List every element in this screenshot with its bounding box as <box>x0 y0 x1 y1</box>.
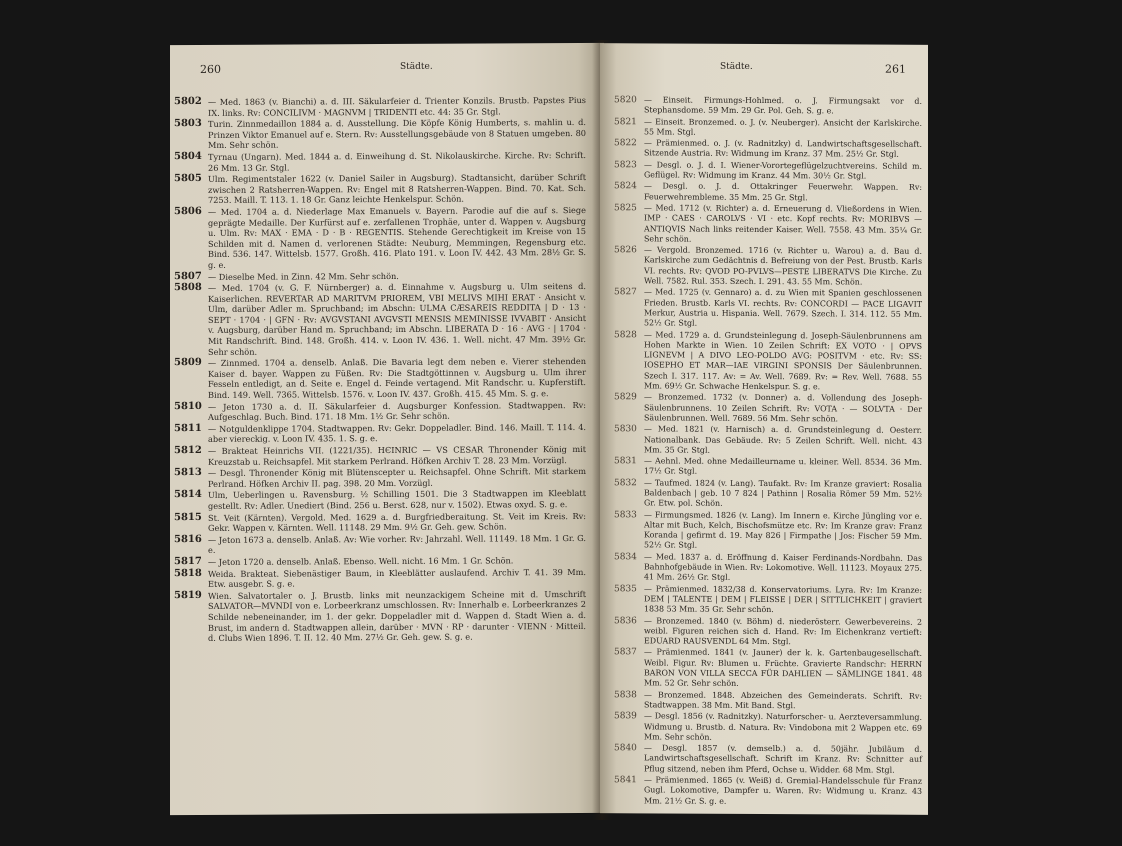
entry-text: — Med. 1821 (v. Harnisch) a. d. Grundsteinlegung d. Oesterr. Nationalbank. Das Gebäude. Rv: 5 Zeilen Schrift. Well. nicht. 43 Mm. 35 Gr. Stgl. <box>644 424 922 455</box>
lot-number: 5808 <box>174 282 202 294</box>
catalog-entry <box>174 269 586 282</box>
lot-number: 5803 <box>174 118 202 130</box>
lot-number: 5804 <box>174 150 202 163</box>
catalog-entry <box>614 182 922 204</box>
catalog-entry <box>614 743 922 776</box>
entry-text: — Med. 1837 a. d. Eröffnung d. Kaiser Ferdinands-Nordbahn. Das Bahnhofgebäude in Wien. Rv: Lokomotive. Well. 11123. Moyaux 275. 41 Mm. 26½ Gr. Stgl. <box>644 552 922 583</box>
catalog-entry <box>174 117 586 151</box>
catalog-entry <box>614 117 922 139</box>
lot-number: 5805 <box>174 173 202 185</box>
entry-text: Wien. Salvatortaler o. J. Brustb. links mit neunzackigem Scheine mit d. Umschrift SALVATOR—MVNDI von e. Lorbeerkranz umschlossen. Rv: Innerhalb e. Lorbeerkranzes 2 Schilde nebeneinander, im 1. der gekr. Doppeladler mit d. Wappen d. Stadt Wien a. d. Brust, im andern d. Stadtwappen allein, darüber · MVN · RP · darunter · VIENN · Mitteil. d. Clubs Wien 1896. T. II. 12. 40 Mm. 27½ Gr. Geh. gew. S. g. e. <box>208 588 586 644</box>
lot-number: 5836 <box>614 615 637 626</box>
entry-text: — Med. 1729 a. d. Grundsteinlegung d. Joseph-Säulenbrunnens am Hohen Markte in Wien. 10 Zeilen Schrift: EX VOTO · | OPVS LIGNEVM | A DIVO LEO-POLDO AVG: POSITVM · etc. Rv: SS: IOSEPHO ET MAR—IAE VIRGINI SPONSIS Der Säulenbrunnen. Szech I. 317. 117. Av: = Av. Well. 7689. Rv: = Rev. Well. 7688. 55 Mm. 69½ Gr. Schwache Henkelspur. S. g. e. <box>644 329 922 392</box>
entry-text: — Desgl. 1856 (v. Radnitzky). Naturforscher- u. Aerzteversammlung. Widmung u. Brustb. d. Natura. Rv: Vindobona mit 2 Wappen etc. 69 Mm. Sehr schön. <box>644 711 922 742</box>
catalog-entry <box>614 288 922 331</box>
catalog-entries <box>614 95 922 809</box>
catalog-entry <box>614 478 922 511</box>
catalog-entry <box>614 552 922 585</box>
lot-number: 5810 <box>174 400 202 412</box>
entry-text: — Desgl. o. J. d. I. Wiener-Vorortegeflügelzuchtvereins. Schild m. Geflügel. Rv: Widmung im Kranz. 44 Mm. 30½ Gr. Stgl. <box>644 160 922 181</box>
lot-number: 5806 <box>174 205 202 218</box>
catalog-entry <box>174 356 586 401</box>
lot-number: 5818 <box>174 567 202 579</box>
catalog-entry <box>174 95 586 118</box>
entry-text: — Prämienmed. 1841 (v. Jauner) der k. k. Gartenbaugesellschaft. Weibl. Figur. Rv: Blumen u. Früchte. Gravierte Randschr: HERRN BARON VON VILLA SECCA FÜR DAHLIEN — SÄMLINGE 1841. 48 Mm. 52 Gr. Sehr schön. <box>644 647 922 689</box>
catalog-entry <box>614 330 922 393</box>
catalog-entry <box>614 424 922 457</box>
entry-text: — Med. 1704 a. d. Niederlage Max Emanuels v. Bayern. Parodie auf die auf s. Siege geprägte Medaille. Der Kurfürst auf e. zerfallenen Trophäe, unter d. Wappen v. Augsburg u. Ulm. Rv: MAX · EMA · D · B · REGENTIS. Stehende Gerechtigkeit im Kreise von 15 Schilden mit d. Namen d. verlorenen Städte: Neuburg, Memmingen, Regensburg etc. Bind. 536. 147. Wittelsb. 1577. Großh. 416. Plato 191. v. Loon IV. 442. 43 Mm. 28½ Gr. S. g. e. <box>208 204 586 270</box>
page-number: 261 <box>885 62 906 76</box>
catalog-entry <box>174 172 586 206</box>
catalog-entry <box>614 584 922 617</box>
catalog-entry <box>174 511 586 534</box>
entry-text: — Bronzemed. 1732 (v. Donner) a. d. Vollendung des Joseph-Säulenbrunnens. 10 Zeilen Schrift. Rv: VOTA · — SOLVTA · Der Säulenbrunnen. Well. 7689. 56 Mm. Sehr schön. <box>644 392 922 424</box>
right-page <box>600 43 928 815</box>
catalog-entry <box>614 648 922 691</box>
left-page <box>170 43 604 815</box>
lot-number: 5802 <box>174 95 202 108</box>
lot-number: 5820 <box>614 95 637 106</box>
entry-text: — Prämienmed. 1865 (v. Weiß) d. Gremial-Handelsschule für Franz Gugl. Lokomotive, Dampfer u. Waren. Rv: Widmung u. Kranz. 43 Mm. 21½ Gr. S. g. e. <box>644 775 922 806</box>
entry-text: — Jeton 1720 a. denselb. Anlaß. Ebenso. Well. nicht. 16 Mm. 1 Gr. Schön. <box>208 555 514 567</box>
lot-number: 5813 <box>174 467 202 479</box>
lot-number: 5807 <box>174 270 202 282</box>
catalog-entry <box>174 555 586 568</box>
lot-number: 5828 <box>614 329 637 340</box>
catalog-entry <box>614 456 922 478</box>
entry-text: — Aehnl. Med. ohne Medailleurname u. kleiner. Well. 8534. 36 Mm. 17½ Gr. Stgl. <box>644 456 922 477</box>
entry-text: — Prämienmed. o. J. (v. Radnitzky) d. Landwirtschaftsgesellschaft. Sitzende Austria. Rv: Widmung im Kranz. 37 Mm. 25½ Gr. Stgl. <box>644 138 922 160</box>
lot-number: 5839 <box>614 711 637 722</box>
lot-number: 5831 <box>614 456 637 467</box>
catalog-entry <box>614 245 922 288</box>
lot-number: 5816 <box>174 533 202 545</box>
catalog-entry <box>614 510 922 553</box>
catalog-entry <box>614 160 922 182</box>
entry-text: St. Veit (Kärnten). Vergold. Med. 1629 a. d. Burgfriedberaitung. St. Veit im Kreis. Rv: Gekr. Wappen v. Kärnten. Well. 11148. 29 Mm. 9½ Gr. Geh. gew. Schön. <box>208 510 586 534</box>
catalog-entry <box>614 690 922 712</box>
running-title: Städte. <box>720 61 753 72</box>
entry-text: — Med. 1712 (v. Richter) a. d. Erneuerung d. Vließordens in Wien. IMP · CAES · CAROLVS · VI · etc. Kopf rechts. Rv: MORIBVS — ANTIQVIS Nach links reitender Kaiser. Well. 7558. 43 Mm. 35¼ Gr. Sehr schön. <box>644 203 922 244</box>
catalog-entry <box>174 466 586 489</box>
catalog-entry <box>614 203 922 246</box>
catalog-entry <box>174 589 586 644</box>
lot-number: 5819 <box>174 589 202 601</box>
catalog-entry <box>174 281 586 357</box>
entry-text: — Zinnmed. 1704 a. denselb. Anlaß. Die Bavaria legt dem neben e. Vierer stehenden Kaiser d. bayer. Wappen zu Füßen. Rv: Die Stadtgöttinnen v. Augsburg u. Ulm ihrer Fesseln entledigt, an d. Seite e. Engel d. Feinde vertagend. Mit Randschr. u. Kupferstift. Bind. 149. Well. 7365. Wittelsb. 1576. v. Loon IV. 437. Großh. 415. 45 Mm. S. g. e. <box>208 356 586 400</box>
lot-number: 5830 <box>614 424 637 435</box>
catalog-entry <box>614 711 922 744</box>
lot-number: 5823 <box>614 159 637 171</box>
entry-text: — Einseit. Firmungs-Hohlmed. o. J. Firmungsakt vor d. Stephansdome. 59 Mm. 29 Gr. Pol. Geh. S. g. e. <box>644 95 922 116</box>
entry-text: — Bronzemed. 1840 (v. Böhm) d. niederösterr. Gewerbevereins. 2 weibl. Figuren reichen sich d. Hand. Rv: Im Eichenkranz vertieft: EDUARD RAUSVENDL 64 Mm. Stgl. <box>644 615 922 647</box>
catalog-entry <box>174 150 586 173</box>
catalog-entry <box>174 422 586 445</box>
entry-text: Tyrnau (Ungarn). Med. 1844 a. d. Einweihung d. St. Nikolauskirche. Kirche. Rv: Schrift. 26 Mm. 13 Gr. Stgl. <box>208 149 586 173</box>
lot-number: 5814 <box>174 489 202 501</box>
lot-number: 5824 <box>614 181 637 192</box>
catalog-entry <box>614 95 922 117</box>
entry-text: — Vergold. Bronzemed. 1716 (v. Richter u. Warou) a. d. Bau d. Karlskirche zum Gedächtnis d. Befreiung von der Pest. Brustb. Karls VI. rechts. Rv: QVOD PO-PVLVS—PESTE LIBERATVS Die Kirche. Zu Well. 7582. Rul. 353. Szech. I. 291. 43. 55 Mm. Schön. <box>644 245 922 287</box>
entry-text: Weida. Brakteat. Siebenästiger Baum, in Kleeblätter auslaufend. Archiv T. 41. 39 Mm. Etw. ausgebr. S. g. e. <box>208 566 586 590</box>
lot-number: 5822 <box>614 138 637 149</box>
entry-text: — Dieselbe Med. in Zinn. 42 Mm. Sehr schön. <box>208 270 399 282</box>
entry-text: — Med. 1863 (v. Bianchi) a. d. III. Säkularfeier d. Trienter Konzils. Brustb. Papstes Pius IX. links. Rv: CONCILIVM · MAGNVM | TRIDENTI etc. 44: 35 Gr. Stgl. <box>208 94 586 118</box>
lot-number: 5834 <box>614 551 637 563</box>
catalog-entries <box>174 95 586 645</box>
lot-number: 5840 <box>614 743 637 754</box>
catalog-entry <box>614 393 922 426</box>
entry-text: Ulm. Regimentstaler 1622 (v. Daniel Sailer in Augsburg). Stadtansicht, darüber Schrift zwischen 2 Ratsherren-Wappen. Rv: Engel mit 8 Ratsherren-Wappen. Bind. 70. Kat. Sch. 7253. Maill. T. 113. 1. 18 Gr. Ganz leichte Henkelspur. Schön. <box>208 172 586 206</box>
catalog-entry <box>614 138 922 160</box>
entry-text: — Notguldenklippe 1704. Stadtwappen. Rv: Gekr. Doppeladler. Bind. 146. Maill. T. 114. 4. aber viereckig. v. Loon IV. 435. 1. S. g. e. <box>208 421 586 445</box>
lot-number: 5812 <box>174 444 202 457</box>
entry-text: — Desgl. 1857 (v. demselb.) a. d. 50jähr. Jubiläum d. Landwirtschaftsgesellschaft. Schrift im Kranz. Rv: Schnitter auf Pflug sitzend, neben ihm Pferd, Ochse u. Widder. 68 Mm. Stgl. <box>644 743 922 775</box>
lot-number: 5825 <box>614 203 637 214</box>
lot-number: 5838 <box>614 689 637 700</box>
lot-number: 5829 <box>614 392 637 403</box>
entry-text: — Jeton 1730 a. d. II. Säkularfeier d. Augsburger Konfession. Stadtwappen. Rv: Aufgeschlag. Buch. Bind. 171. 18 Mm. 1½ Gr. Sehr schön. <box>208 399 586 423</box>
lot-number: 5827 <box>614 287 637 298</box>
lot-number: 5826 <box>614 245 637 256</box>
entry-text: — Firmungsmed. 1826 (v. Lang). Im Innern e. Kirche Jüngling vor e. Altar mit Buch, Kelch, Bischofsmütze etc. Rv: Im Kranze grav: Franz Koranda | gefirmt d. 19. May 826 | Firmpathe | Jos: Fischer 59 Mm. 52½ Gr. Stgl. <box>644 509 922 551</box>
entry-text: — Desgl. Thronender König mit Blütenscepter u. Reichsapfel. Ohne Schrift. Mit starkem Perlrand. Höfken Archiv II. pag. 398. 20 Mm. Vorzügl. <box>208 466 586 489</box>
lot-number: 5833 <box>614 509 637 520</box>
running-title: Städte. <box>400 61 433 72</box>
entry-text: Turin. Zinnmedaillon 1884 a. d. Ausstellung. Die Köpfe König Humberts, s. mahlin u. d. Prinzen Viktor Emanuel auf e. Stern. Rv: Ausstellungsgebäude von 8 Statuen umgeben. 80 Mm. Sehr schön. <box>208 117 586 151</box>
catalog-entry <box>174 566 586 589</box>
catalog-entry <box>614 616 922 649</box>
lot-number: 5835 <box>614 583 637 594</box>
entry-text: — Taufmed. 1824 (v. Lang). Taufakt. Rv: Im Kranze graviert: Rosalia Baldenbach | geb. 10 7 824 | Pathinn | Rosalia Römer 59 Mm. 52½ Gr. Etw. pol. Schön. <box>644 478 922 509</box>
entry-text: — Prämienmed. 1832/38 d. Konservatoriums. Lyra. Rv: Im Kranze: DEM | TALENTE | DEM | FLEISSE | DER | SITTLICHKEIT | graviert 1838 53 Mm. 35 Gr. Sehr schön. <box>644 584 922 615</box>
entry-text: — Med. 1725 (v. Gennaro) a. d. zu Wien mit Spanien geschlossenen Frieden. Brustb. Karls VI. rechts. Rv: CONCORDI — PACE LIGAVIT Merkur, Austria u. Hispania. Well. 7679. Szech. I. 314. 112. 55 Mm. 52½ Gr. Stgl. <box>644 287 922 328</box>
lot-number: 5821 <box>614 116 637 127</box>
lot-number: 5815 <box>174 511 202 523</box>
page-number: 260 <box>200 62 221 76</box>
entry-text: — Brakteat Heinrichs VII. (1221/35). HЄINRIC — VS CESAR Thronender König mit Kreuzstab u. Reichsapfel. Mit starkem Perlrand. Höfken Archiv T. 28. 23 Mm. Vorzügl. <box>208 443 586 467</box>
entry-text: — Jeton 1673 a. denselb. Anlaß. Av: Wie vorher. Rv: Jahrzahl. Well. 11149. 18 Mm. 1 Gr. G. e. <box>208 532 586 556</box>
lot-number: 5832 <box>614 477 637 489</box>
lot-number: 5837 <box>614 647 637 658</box>
lot-number: 5811 <box>174 422 202 434</box>
catalog-entry <box>614 775 922 808</box>
catalog-entry <box>174 400 586 423</box>
entry-text: Ulm, Ueberlingen u. Ravensburg. ½ Schilling 1501. Die 3 Stadtwappen im Kleeblatt gestellt. Rv: Adler. Unediert (Bind. 256 u. Berst. 628, nur v. 1502). Etwas oxyd. S. g. e. <box>208 488 586 511</box>
entry-text: — Bronzemed. 1848. Abzeichen des Gemeinderats. Schrift. Rv: Stadtwappen. 38 Mm. Mit Band. Stgl. <box>644 689 922 711</box>
lot-number: 5817 <box>174 555 202 568</box>
entry-text: — Einseit. Bronzemed. o. J. (v. Neuberger). Ansicht der Karlskirche. 55 Mm. Stgl. <box>644 116 922 137</box>
lot-number: 5841 <box>614 775 637 786</box>
catalog-entry <box>174 205 586 271</box>
entry-text: — Desgl. o. J. d. Ottakringer Feuerwehr. Wappen. Rv: Feuerwehrembleme. 35 Mm. 25 Gr. Stgl. <box>644 181 922 202</box>
catalog-entry <box>174 444 586 467</box>
catalog-entry <box>174 488 586 511</box>
entry-text: — Med. 1704 (v. G. F. Nürnberger) a. d. Einnahme v. Augsburg u. Ulm seitens d. Kaiserlichen. REVERTAR AD MARITVM PRIOREM, VBI MELIVS MIHI ERAT · Ansicht v. Ulm, darüber Adler m. Spruchband; im Abschn: ULMA CÆSAREIS REDDITA | D · 13 · SEPT · 1704 · | GFN · Rv: AVGVSTANI AVGVSTI MENSIS MEMINISSE IVVABIT · Ansicht v. Augsburg, darüber Hand m. Spruchband; im Abschn. LIBERATA D · 16 · AVG · | 1704 · Mit Randschrift. Bind. 148. Großh. 414. v. Loon IV. 436. 1. Well. nicht. 47 Mm. 39½ Gr. Sehr schön. <box>208 281 586 357</box>
lot-number: 5809 <box>174 357 202 369</box>
catalog-entry <box>174 533 586 556</box>
